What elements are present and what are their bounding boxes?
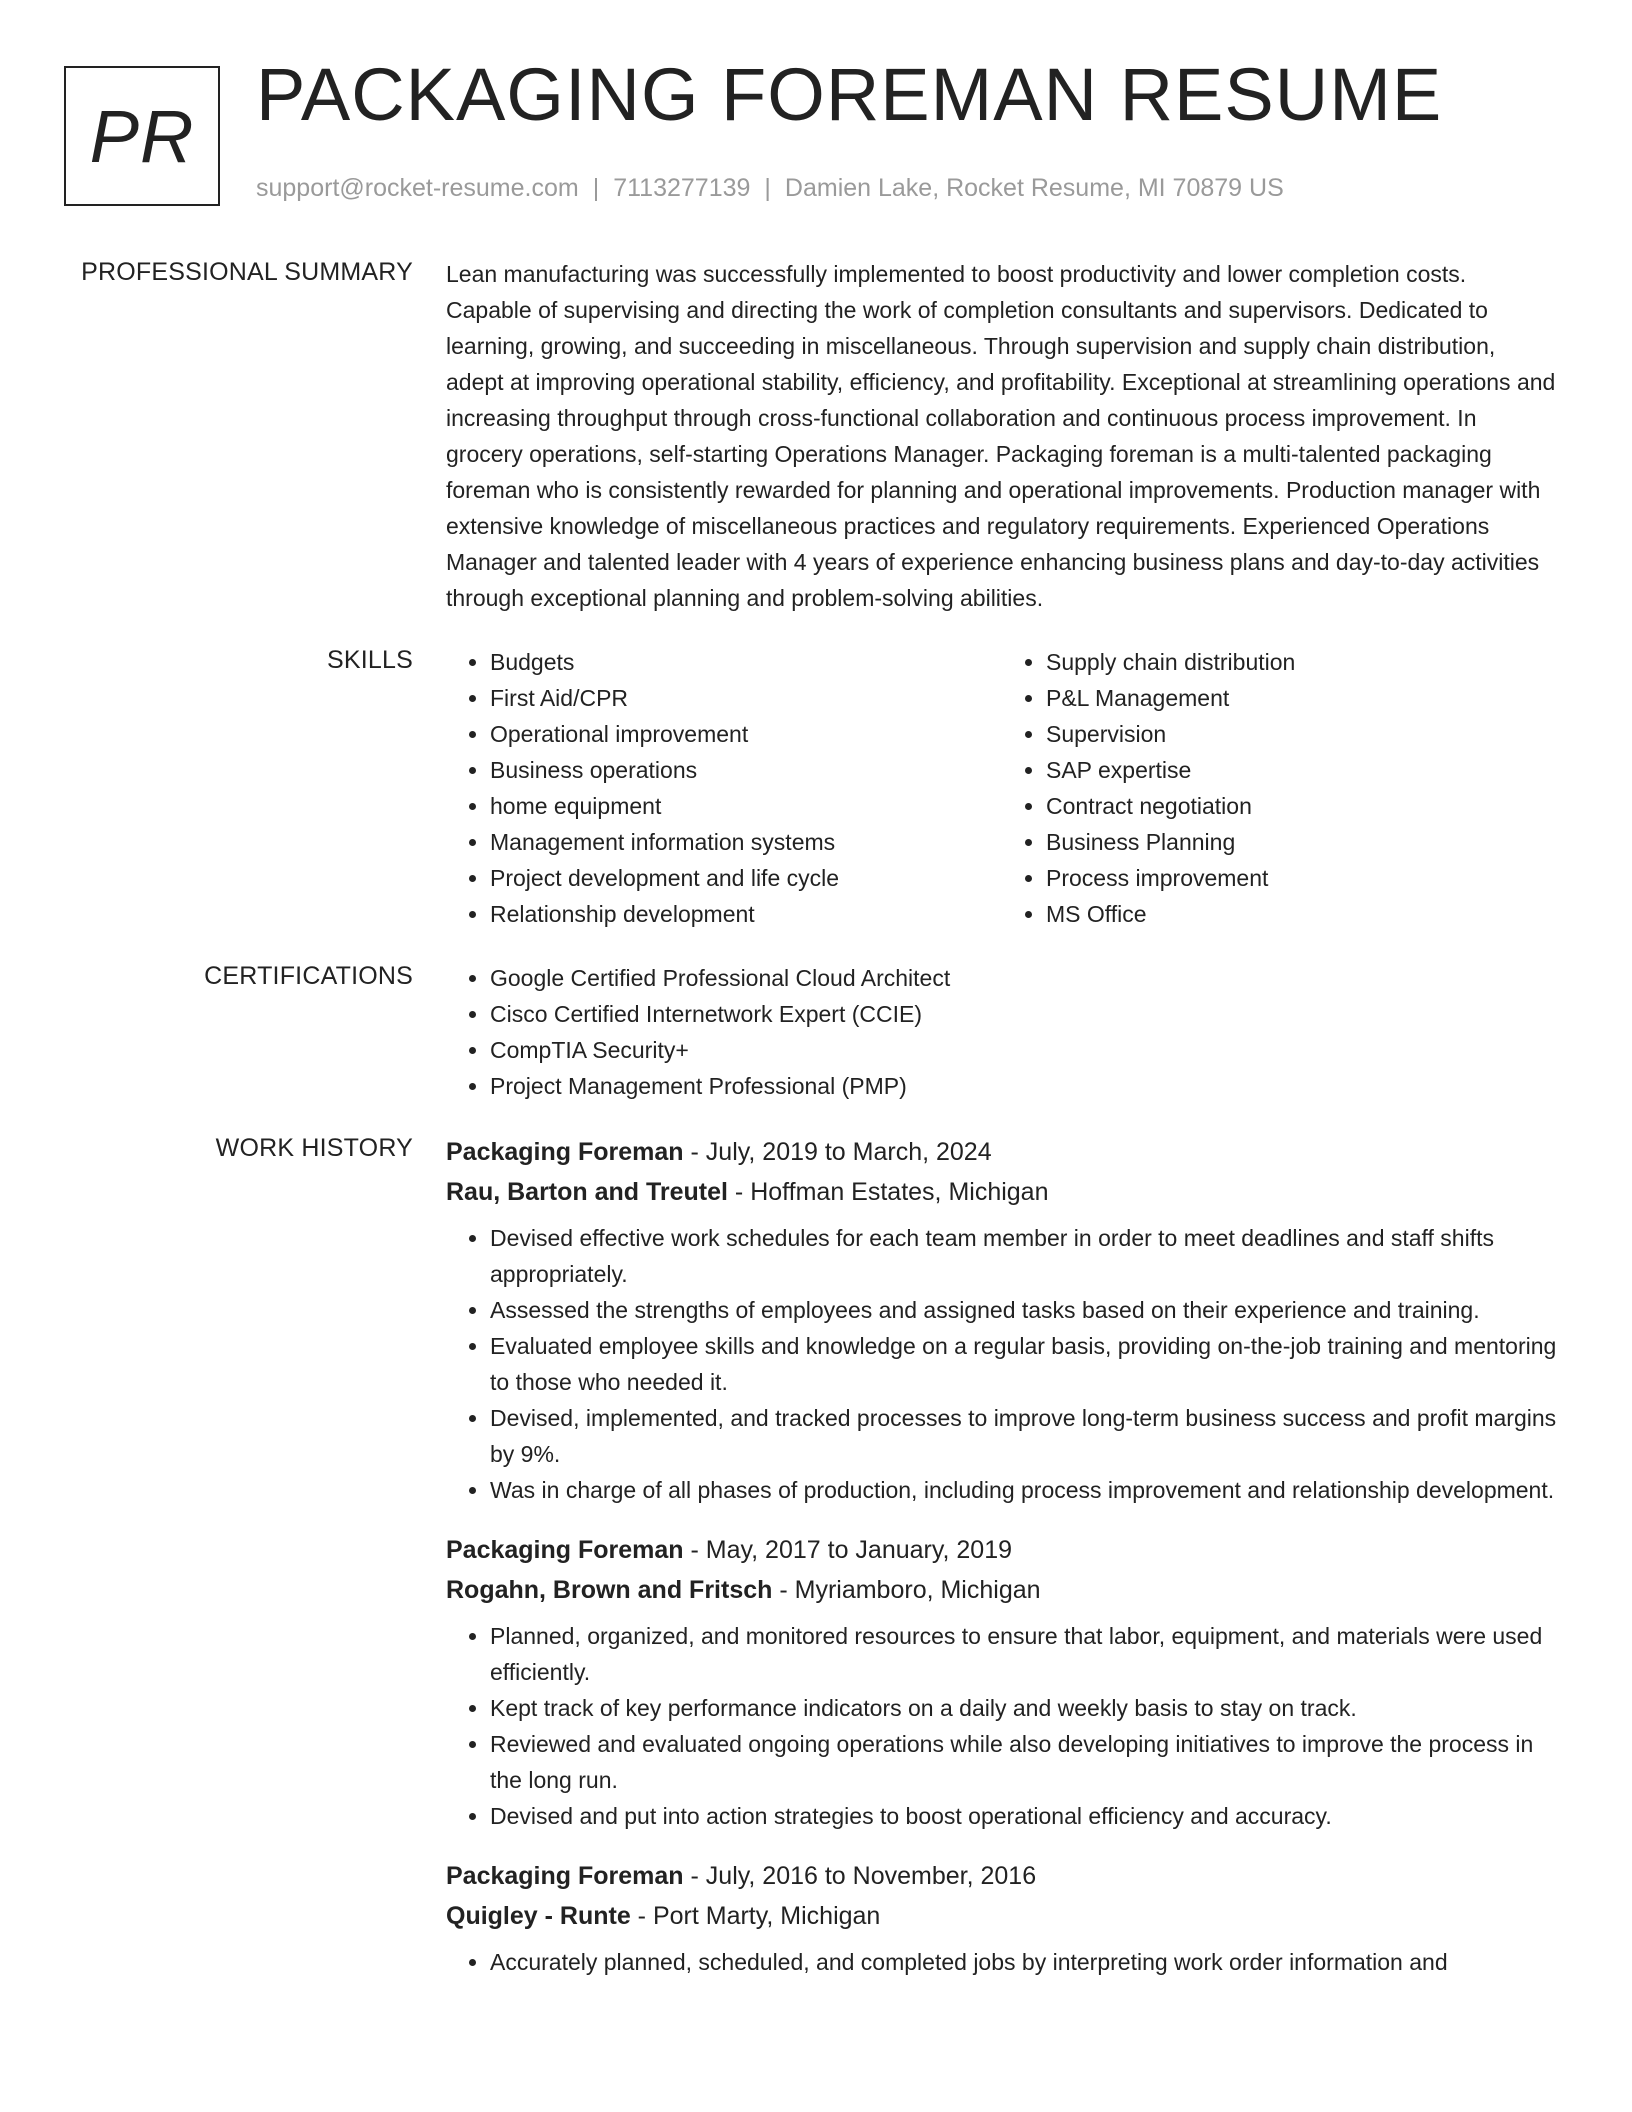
skill-item: • Supervision xyxy=(1046,716,1558,752)
contact-email[interactable]: support@rocket-resume.com xyxy=(256,174,579,202)
job-company-line xyxy=(446,1172,1558,1212)
contact-line xyxy=(256,174,1284,203)
job-bullets xyxy=(446,1618,1558,1834)
job-location: - Port Marty, Michigan xyxy=(630,1902,881,1930)
contact-separator: | xyxy=(764,174,771,202)
certification-item: • Cisco Certified Internetwork Expert (CCIE) xyxy=(490,996,1558,1032)
work-history-label: WORK HISTORY xyxy=(215,1134,413,1162)
job-title: Packaging Foreman xyxy=(446,1138,684,1166)
job-bullets xyxy=(446,1220,1558,1508)
job-dates: - July, 2016 to November, 2016 xyxy=(683,1862,1037,1890)
summary-text: Lean manufacturing was successfully implemented to boost productivity and lower completion costs. Capable of supervising and directing the work of completion consultants and supervisors. Dedicated to learning, growing, and succeeding in miscellaneous. Through supervision and supply chain distribution, adept at improving operational stability, efficiency, and profitability. Exceptional at streamlining operations and increasing throughput through cross-functional collaboration and continuous process improvement. In grocery operations, self-starting Operations Manager. Packaging foreman is a multi-talented packaging foreman who is consistently rewarded for planning and operational improvements. Production manager with extensive knowledge of miscellaneous practices and regulatory requirements. Experienced Operations Manager and talented leader with 4 years of experience enhancing business plans and day-to-day activities through exceptional planning and problem-solving abilities. xyxy=(446,261,1556,611)
contact-separator: | xyxy=(592,174,600,202)
job-company: Rogahn, Brown and Fritsch xyxy=(446,1576,773,1604)
skill-item: • Business Planning xyxy=(1046,824,1558,860)
job-bullet: • Was in charge of all phases of production, including process improvement and relationship development. xyxy=(490,1472,1558,1508)
job-company: Rau, Barton and Treutel xyxy=(446,1178,728,1206)
job-entry xyxy=(446,1530,1558,1834)
skills-list-right xyxy=(1002,644,1558,932)
skills-section xyxy=(0,644,1632,932)
summary-label: PROFESSIONAL SUMMARY xyxy=(81,258,413,286)
job-location: - Myriamboro, Michigan xyxy=(772,1576,1041,1604)
job-bullet: • Accurately planned, scheduled, and completed jobs by interpreting work order information and xyxy=(490,1944,1558,1980)
job-bullets xyxy=(446,1944,1558,1980)
skill-item: • Contract negotiation xyxy=(1046,788,1558,824)
resume-title: PACKAGING FOREMAN RESUME xyxy=(256,53,1443,136)
job-company-line xyxy=(446,1896,1558,1936)
certifications-label: CERTIFICATIONS xyxy=(204,962,413,990)
skill-item: • Business operations xyxy=(490,752,1002,788)
job-company-line xyxy=(446,1570,1558,1610)
job-bullet: • Devised, implemented, and tracked processes to improve long-term business success and profit margins by 9%. xyxy=(490,1400,1558,1472)
summary-section xyxy=(0,256,1632,616)
monogram-initials: PR xyxy=(89,94,195,178)
job-dates: - July, 2019 to March, 2024 xyxy=(683,1138,992,1166)
job-bullet: • Evaluated employee skills and knowledge on a regular basis, providing on-the-job training and mentoring to those who needed it. xyxy=(490,1328,1558,1400)
summary-body xyxy=(446,256,1558,616)
skill-item: • Management information systems xyxy=(490,824,1002,860)
skill-item: • Supply chain distribution xyxy=(1046,644,1558,680)
skill-item: • Operational improvement xyxy=(490,716,1002,752)
skill-item: • MS Office xyxy=(1046,896,1558,932)
job-title-line xyxy=(446,1856,1558,1896)
certifications-list xyxy=(446,960,1558,1104)
certification-item: • Project Management Professional (PMP) xyxy=(490,1068,1558,1104)
job-title: Packaging Foreman xyxy=(446,1536,684,1564)
job-bullet: • Kept track of key performance indicators on a daily and weekly basis to stay on track. xyxy=(490,1690,1558,1726)
job-location: - Hoffman Estates, Michigan xyxy=(727,1178,1049,1206)
job-title: Packaging Foreman xyxy=(446,1862,684,1890)
certification-item: • Google Certified Professional Cloud Architect xyxy=(490,960,1558,996)
skill-item: • home equipment xyxy=(490,788,1002,824)
contact-phone[interactable]: 7113277139 xyxy=(613,174,751,202)
job-bullet: • Reviewed and evaluated ongoing operations while also developing initiatives to improve the process in the long run. xyxy=(490,1726,1558,1798)
contact-address: Damien Lake, Rocket Resume, MI 70879 US xyxy=(784,174,1284,202)
certifications-body xyxy=(446,960,1558,1104)
certification-item: • CompTIA Security+ xyxy=(490,1032,1558,1068)
resume-content xyxy=(0,256,1632,2030)
work-history-body xyxy=(446,1132,1558,2002)
work-history-section xyxy=(0,1132,1632,2002)
skill-item: • Project development and life cycle xyxy=(490,860,1002,896)
skill-item: • First Aid/CPR xyxy=(490,680,1002,716)
job-bullet: • Planned, organized, and monitored resources to ensure that labor, equipment, and materials were used efficiently. xyxy=(490,1618,1558,1690)
skill-item: • SAP expertise xyxy=(1046,752,1558,788)
job-company: Quigley - Runte xyxy=(446,1902,631,1930)
skill-item: • Process improvement xyxy=(1046,860,1558,896)
skill-item: • Relationship development xyxy=(490,896,1002,932)
job-title-line xyxy=(446,1530,1558,1570)
skill-item: • Budgets xyxy=(490,644,1002,680)
skills-label: SKILLS xyxy=(327,646,413,674)
job-bullet: • Devised and put into action strategies to boost operational efficiency and accuracy. xyxy=(490,1798,1558,1834)
skills-body xyxy=(446,644,1558,932)
skill-item: • P&L Management xyxy=(1046,680,1558,716)
job-bullet: • Assessed the strengths of employees and assigned tasks based on their experience and training. xyxy=(490,1292,1558,1328)
certifications-section xyxy=(0,960,1632,1104)
job-entry xyxy=(446,1132,1558,1508)
job-entry xyxy=(446,1856,1558,1980)
skills-list-left xyxy=(446,644,1002,932)
monogram-box xyxy=(64,66,220,206)
job-bullet: • Devised effective work schedules for each team member in order to meet deadlines and staff shifts appropriately. xyxy=(490,1220,1558,1292)
job-title-line xyxy=(446,1132,1558,1172)
job-dates: - May, 2017 to January, 2019 xyxy=(683,1536,1013,1564)
